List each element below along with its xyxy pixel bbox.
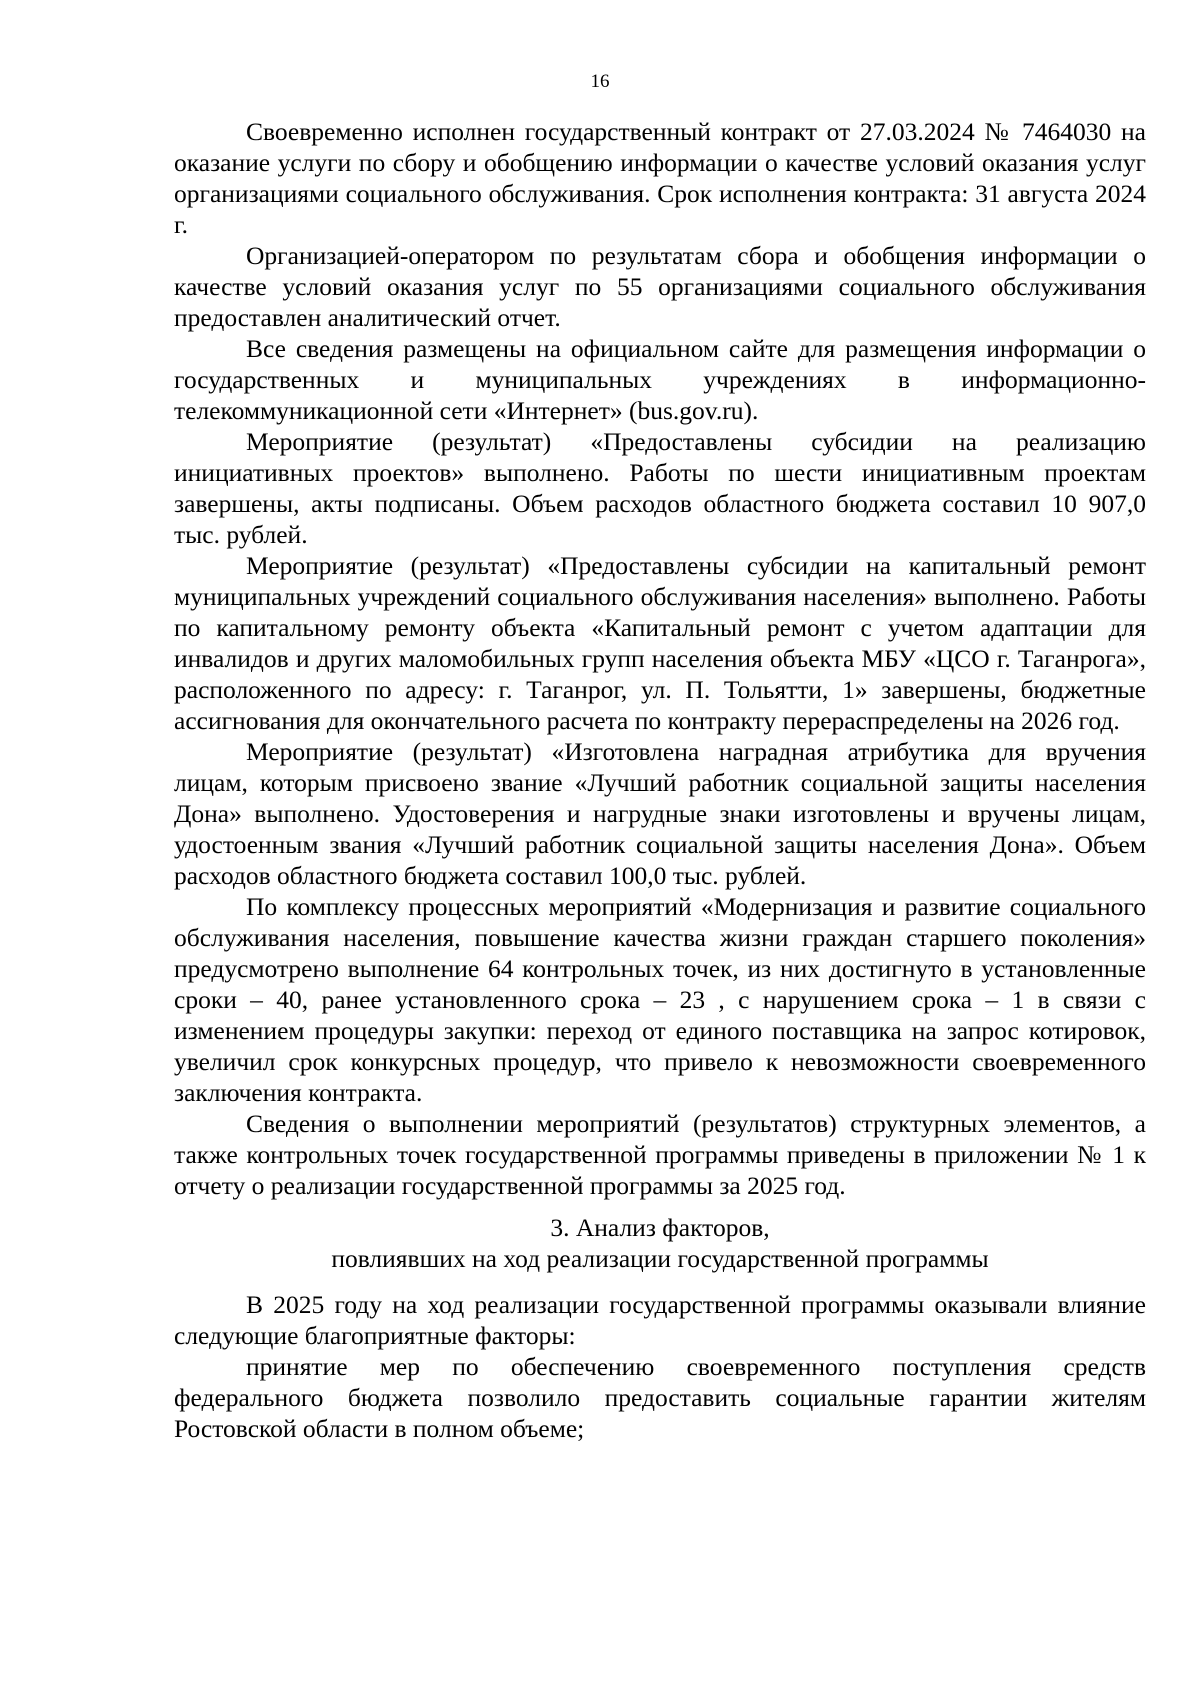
paragraph-analytical-report: Организацией-оператором по результатам сбора и обобщения информации о качестве условий оказания услуг по 55 организациями социального обслуживания предоставлен аналитический отчет. [174,241,1146,332]
paragraph-award-attributes: Мероприятие (результат) «Изготовлена наградная атрибутика для вручения лицам, которым присвоено звание «Лучший работник социальной защиты населения Дона» выполнено. Удостоверения и нагрудные знаки изготовлены и вручены лицам, удостоенным звания «Лучший работник социальной защиты населения Дона». Объем расходов областного бюджета составил 100,0 тыс. рублей. [174,737,1146,890]
paragraph-bus-gov-publication: Все сведения размещены на официальном сайте для размещения информации о государственных и муниципальных учреждениях в информационно-телекоммуникационной сети «Интернет» (bus.gov.ru). [174,334,1146,425]
section-heading [174,1212,1146,1274]
paragraph-contract-execution: Своевременно исполнен государственный контракт от 27.03.2024 № 7464030 на оказание услуги по сбору и обобщению информации о качестве условий оказания услуг организациями социального обслуживания. Срок исполнения контракта: 31 августа 2024 г. [174,117,1146,239]
paragraph-initiative-projects: Мероприятие (результат) «Предоставлены субсидии на реализацию инициативных проектов» выполнено. Работы по шести инициативным проектам завершены, акты подписаны. Объем расходов областного бюджета составил 10 907,0 тыс. рублей. [174,427,1146,549]
section-heading-subtitle: повлиявших на ход реализации государственной программы [331,1244,989,1273]
paragraph-capital-repair: Мероприятие (результат) «Предоставлены субсидии на капитальный ремонт муниципальных учреждений социального обслуживания населения» выполнено. Работы по капитальному ремонту объекта «Капитальный ремонт с учетом адаптации для инвалидов и других маломобильных групп населения объекта МБУ «ЦСО г. Таганрога», расположенного по адресу: г. Таганрог, ул. П. Тольятти, 1» завершены, бюджетные ассигнования для окончательного расчета по контракту перераспределены на 2026 год. [174,551,1146,735]
paragraph-appendix-reference: Сведения о выполнении мероприятий (результатов) структурных элементов, а также контрольных точек государственной программы приведены в приложении № 1 к отчету о реализации государственной программы за 2025 год. [174,1109,1146,1200]
paragraph-favorable-factors: В 2025 году на ход реализации государственной программы оказывали влияние следующие благоприятные факторы: [174,1290,1146,1350]
paragraph-federal-funds: принятие мер по обеспечению своевременного поступления средств федерального бюджета позволило предоставить социальные гарантии жителям Ростовской области в полном объеме; [174,1352,1146,1443]
document-body [174,116,1146,1444]
page-number: 16 [590,71,610,92]
paragraph-control-points: По комплексу процессных мероприятий «Модернизация и развитие социального обслуживания населения, повышение качества жизни граждан старшего поколения» предусмотрено выполнение 64 контрольных точек, из них достигнуто в установленные сроки – 40, ранее установленного срока – 23 , с нарушением срока – 1 в связи с изменением процедуры закупки: переход от единого поставщика на запрос котировок, увеличил срок конкурсных процедур, что привело к невозможности своевременного заключения контракта. [174,892,1146,1107]
section-heading-title: 3. Анализ факторов, [550,1213,770,1242]
